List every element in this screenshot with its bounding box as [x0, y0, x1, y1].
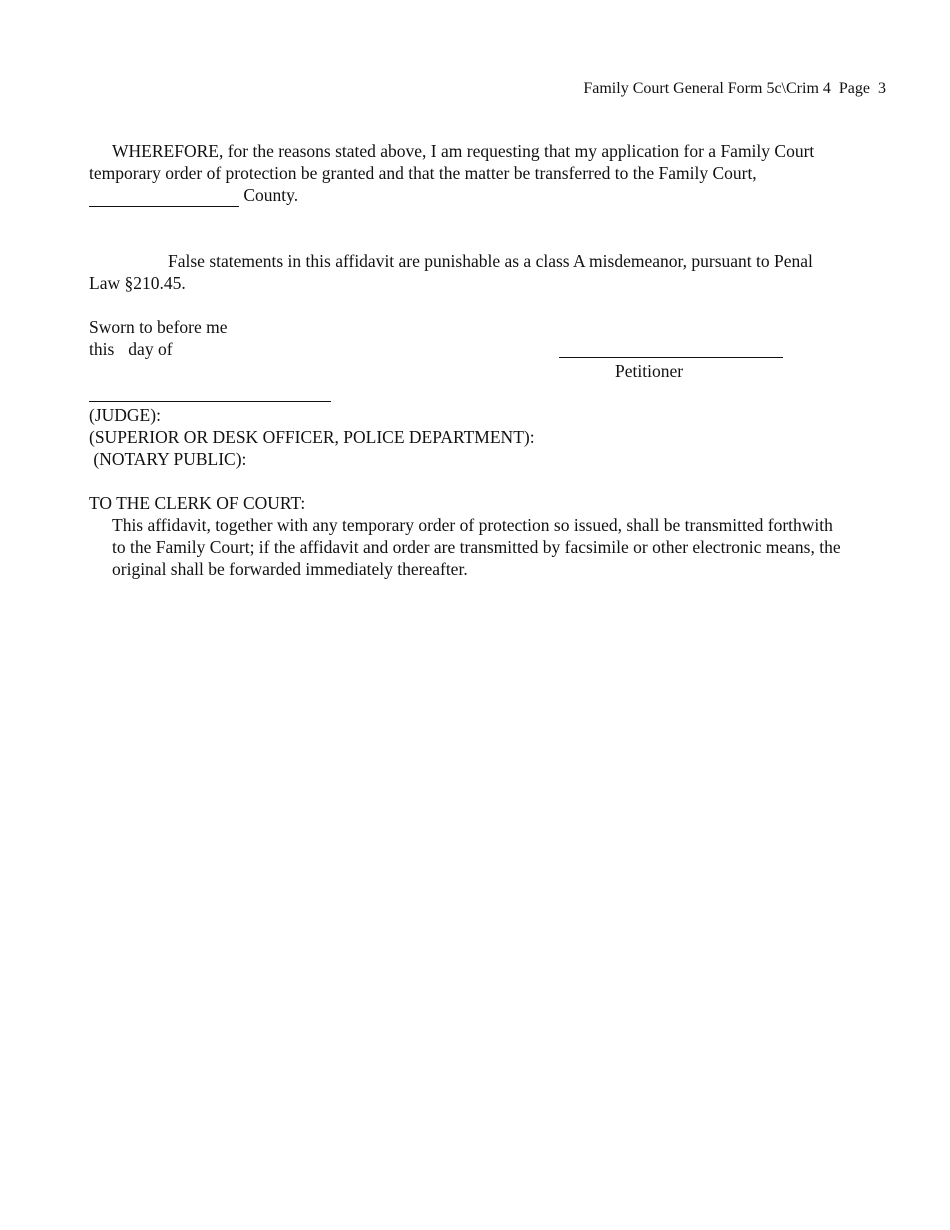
page-number: 3 — [878, 80, 886, 97]
page-label: Page — [838, 80, 870, 97]
form-header — [583, 78, 886, 100]
county-label: County. — [243, 185, 299, 205]
this-label: this — [89, 339, 115, 359]
wherefore-line-2: temporary order of protection be granted and that the matter be transferred to the Family Court, — [89, 163, 757, 183]
county-blank[interactable] — [89, 184, 239, 207]
petitioner-signature-line[interactable] — [559, 357, 783, 358]
clerk-heading: TO THE CLERK OF COURT: — [89, 493, 306, 513]
false-statements-line-2: Law §210.45. — [89, 273, 186, 293]
petitioner-label: Petitioner — [615, 361, 684, 381]
day-of-label: day of — [128, 339, 173, 359]
official-signature-line[interactable] — [89, 401, 331, 402]
officer-label: (SUPERIOR OR DESK OFFICER, POLICE DEPARTMENT): — [89, 427, 535, 447]
notary-label: (NOTARY PUBLIC): — [89, 449, 247, 469]
clerk-line-3: original shall be forwarded immediately thereafter. — [112, 559, 468, 579]
sworn-line-2 — [89, 338, 173, 360]
judge-label: (JUDGE): — [89, 405, 161, 425]
clerk-line-1: This affidavit, together with any temporary order of protection so issued, shall be transmitted forthwith — [112, 515, 833, 535]
form-id: Family Court General Form 5c\Crim 4 — [583, 80, 831, 97]
clerk-line-2: to the Family Court; if the affidavit and order are transmitted by facsimile or other electronic means, the — [112, 537, 841, 557]
wherefore-line-3 — [89, 184, 298, 207]
false-statements-line-1: False statements in this affidavit are punishable as a class A misdemeanor, pursuant to Penal — [168, 251, 813, 271]
wherefore-line-1: WHEREFORE, for the reasons stated above, I am requesting that my application for a Family Court — [112, 141, 815, 161]
sworn-line-1: Sworn to before me — [89, 317, 228, 337]
